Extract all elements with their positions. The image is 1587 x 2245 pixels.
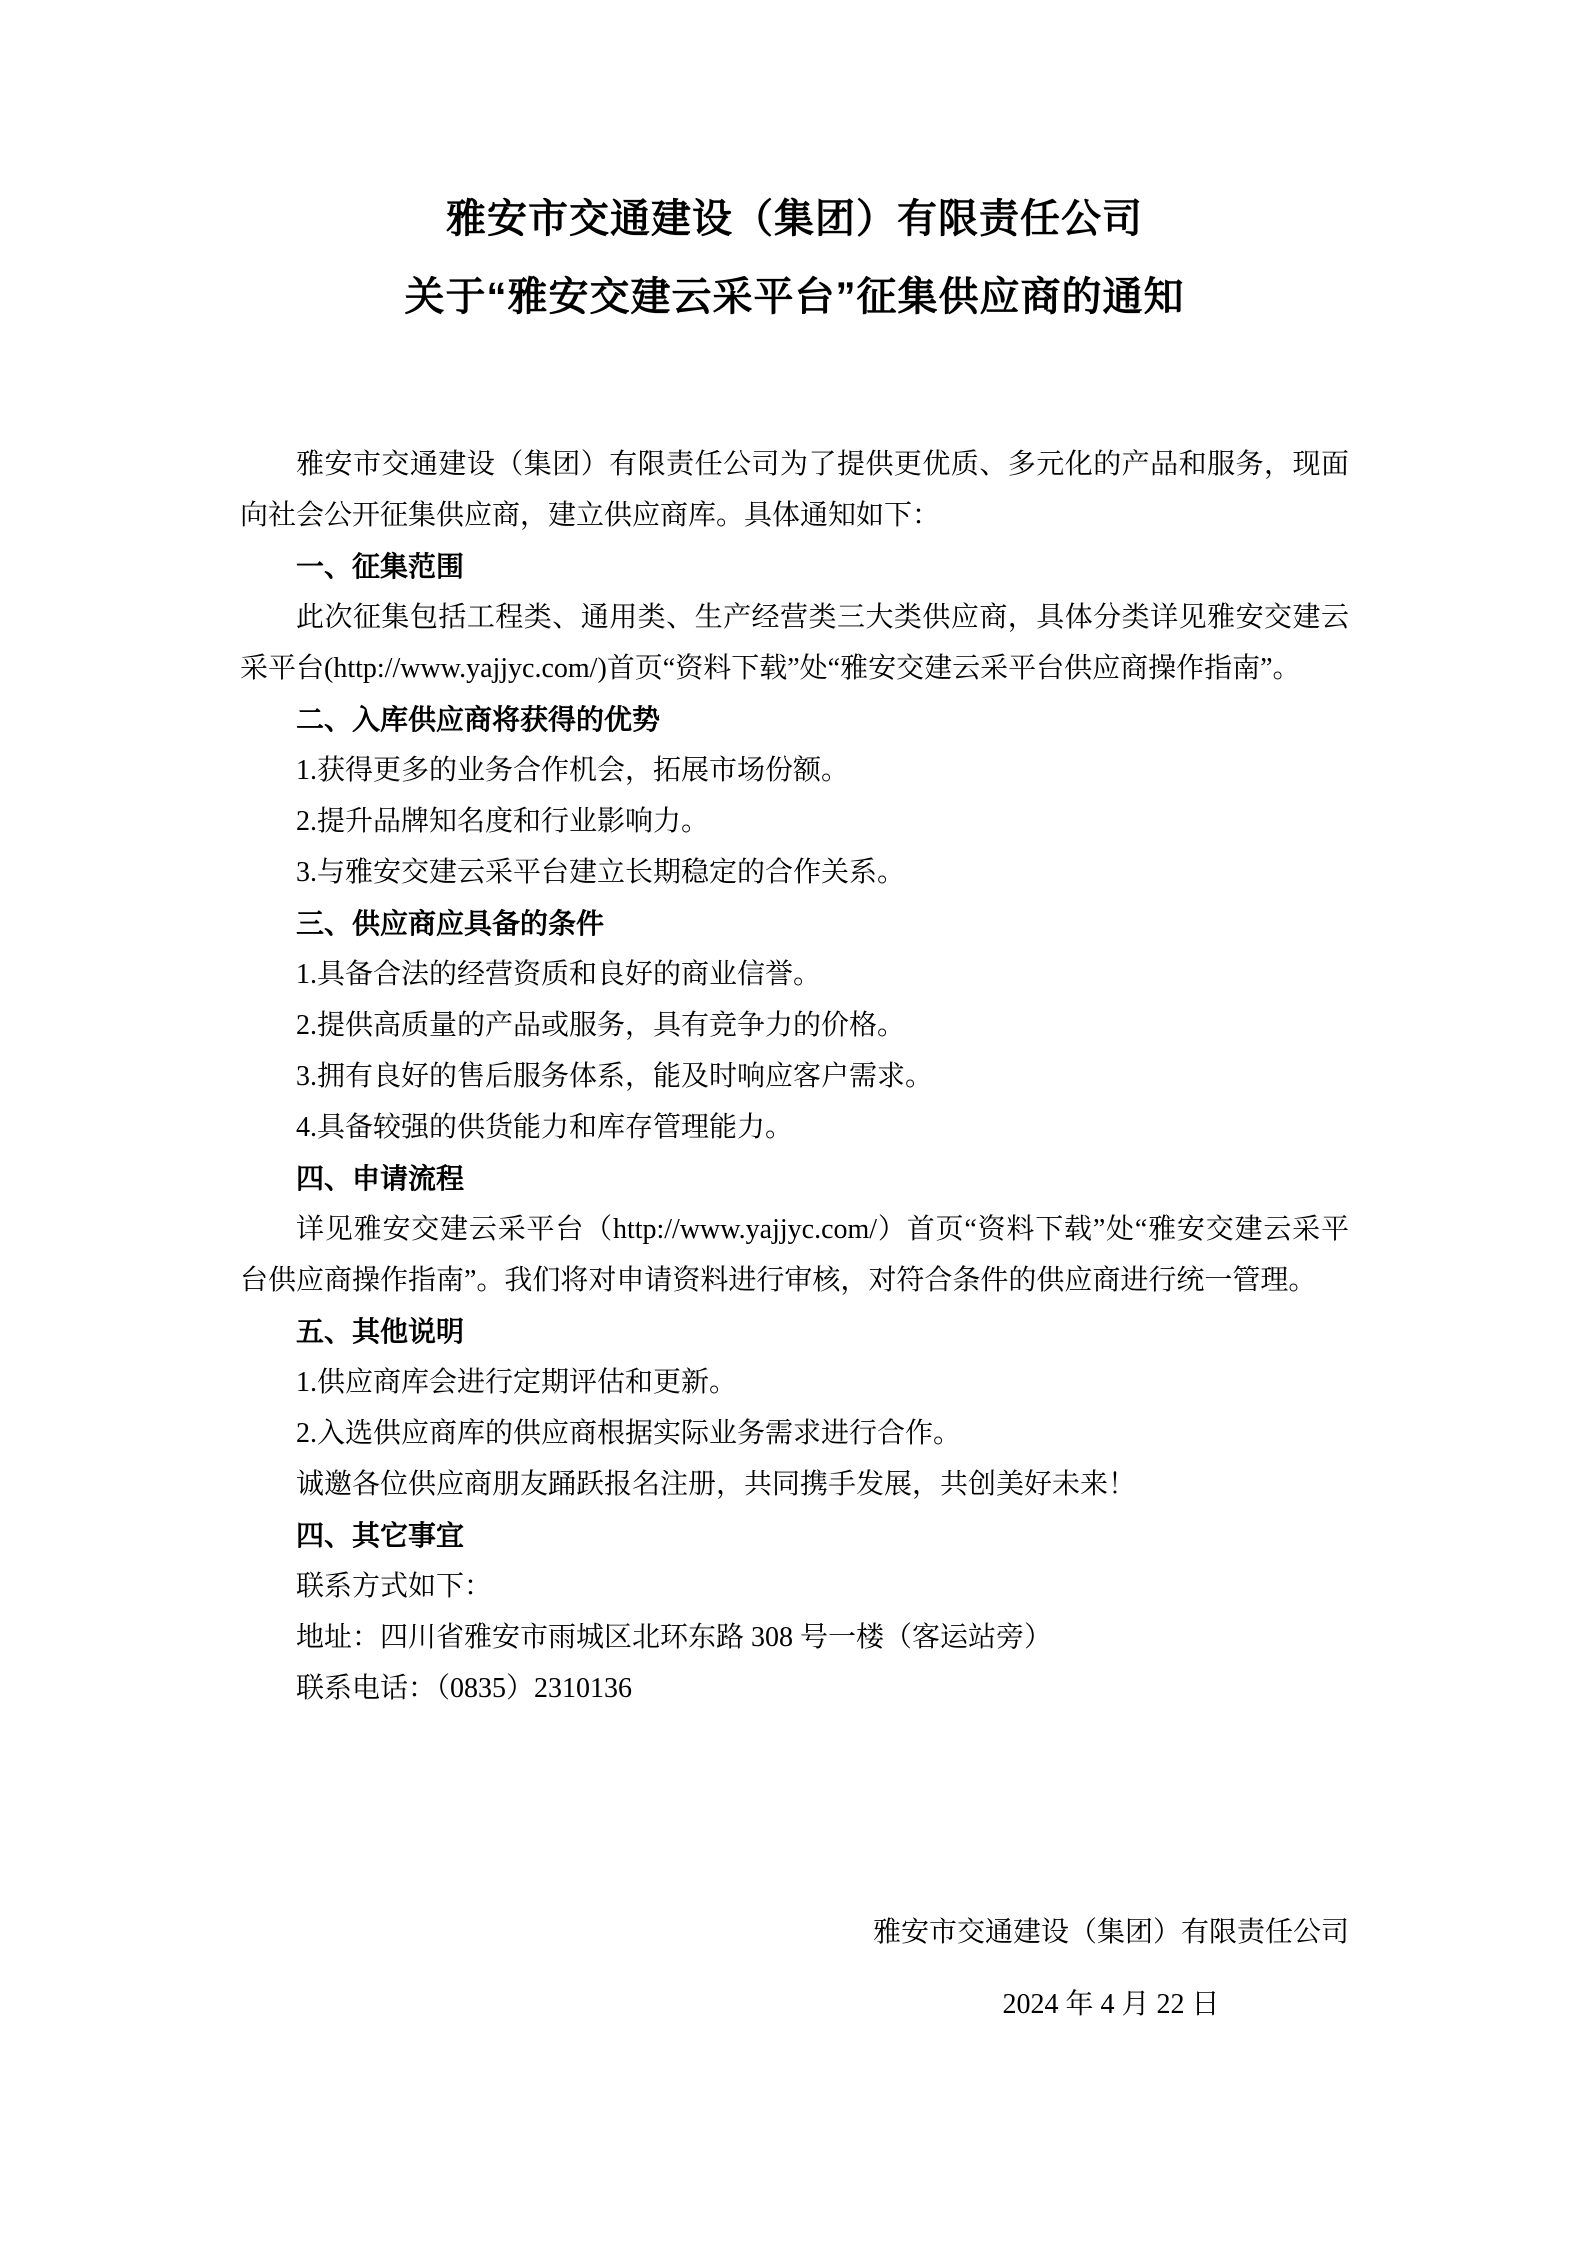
section-2-item-3: 3.与雅安交建云采平台建立长期稳定的合作关系。 <box>296 857 906 888</box>
document-body <box>240 439 1349 2030</box>
section-heading-2: 二、入库供应商将获得的优势 <box>296 704 661 735</box>
signature-company: 雅安市交通建设（集团）有限责任公司 <box>872 1917 1349 1948</box>
signature-date: 2024 年 4 月 22 日 <box>1002 1989 1220 2020</box>
section-heading-3: 三、供应商应具备的条件 <box>296 908 605 939</box>
section-heading-4: 四、申请流程 <box>296 1163 465 1194</box>
section-4-paragraph: 详见雅安交建云采平台（http://www.yajjyc.com/）首页“资料下载”处“雅安交建云采平台供应商操作指南”。我们将对申请资料进行审核，对符合条件的供应商进行统一管理。 <box>240 1214 1349 1296</box>
section-5-item-2: 2.入选供应商库的供应商根据实际业务需求进行合作。 <box>296 1418 962 1449</box>
signature-block <box>240 1907 1349 2030</box>
doc-title-line2: 关于“雅安交建云采平台”征集供应商的通知 <box>404 275 1185 319</box>
section-5-closing: 诚邀各位供应商朋友踊跃报名注册，共同携手发展，共创美好未来！ <box>296 1469 1137 1500</box>
section-2-item-2: 2.提升品牌知名度和行业影响力。 <box>296 806 710 837</box>
signature-inner <box>873 1907 1349 2030</box>
section-3-item-2: 2.提供高质量的产品或服务，具有竞争力的价格。 <box>296 1010 906 1041</box>
contact-address: 地址：四川省雅安市雨城区北环东路 308 号一楼（客运站旁） <box>296 1622 1053 1653</box>
section-5-item-1: 1.供应商库会进行定期评估和更新。 <box>296 1367 738 1398</box>
section-3-item-1: 1.具备合法的经营资质和良好的商业信誉。 <box>296 959 822 990</box>
doc-title-line1: 雅安市交通建设（集团）有限责任公司 <box>446 197 1143 241</box>
section-heading-6: 四、其它事宜 <box>296 1520 465 1551</box>
section-2-item-1: 1.获得更多的业务合作机会，拓展市场份额。 <box>296 755 850 786</box>
section-3-item-4: 4.具备较强的供货能力和库存管理能力。 <box>296 1112 794 1143</box>
contact-intro: 联系方式如下： <box>296 1571 493 1602</box>
intro-paragraph: 雅安市交通建设（集团）有限责任公司为了提供更优质、多元化的产品和服务，现面向社会公开征集供应商，建立供应商库。具体通知如下： <box>240 449 1349 531</box>
section-heading-1: 一、征集范围 <box>296 551 465 582</box>
contact-phone: 联系电话：（0835）2310136 <box>296 1673 633 1704</box>
section-1-paragraph: 此次征集包括工程类、通用类、生产经营类三大类供应商，具体分类详见雅安交建云采平台(http://www.yajjyc.com/)首页“资料下载”处“雅安交建云采平台供应商操作指南”。 <box>240 602 1349 684</box>
section-3-item-3: 3.拥有良好的售后服务体系，能及时响应客户需求。 <box>296 1061 934 1092</box>
section-heading-5: 五、其他说明 <box>296 1316 465 1347</box>
